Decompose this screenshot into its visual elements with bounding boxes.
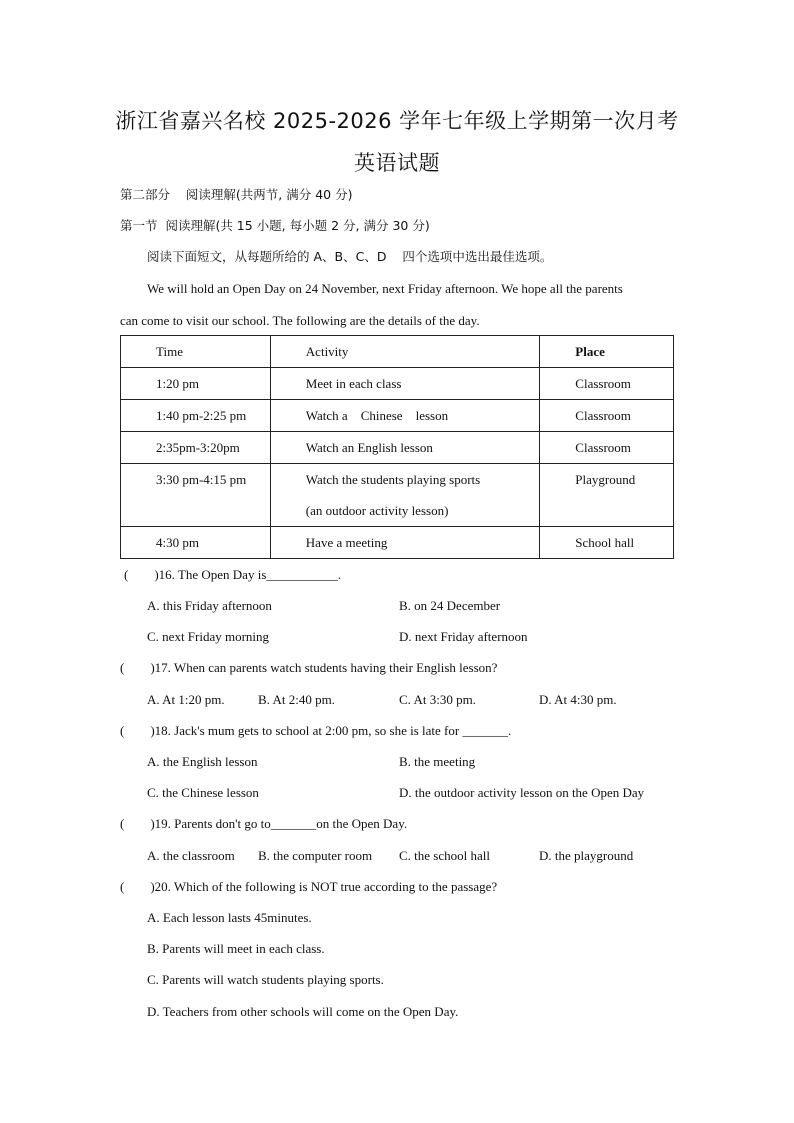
table-row [121,527,674,559]
table-cell-time: 3:30 pm-4:15 pm [121,464,271,527]
question-19-option-d: D. the playground [539,848,634,863]
table-cell-time: 2:35pm-3:20pm [121,432,271,464]
table-cell-time: 4:30 pm [121,527,271,559]
passage-line-2: can come to visit our school. The following are the details of the day. [120,313,480,328]
question-20-option-a: A. Each lesson lasts 45minutes. [147,910,312,925]
question-17-stem: ( )17. When can parents watch students having their English lesson? [120,660,498,675]
question-16-option-d: D. next Friday afternoon [399,629,528,644]
table-cell-activity: Watch an English lesson [270,432,540,464]
table-cell-activity: Have a meeting [270,527,540,559]
table-row [121,464,674,527]
question-20-option-b: B. Parents will meet in each class. [147,941,325,956]
table-cell-time: 1:40 pm-2:25 pm [121,400,271,432]
question-16-option-b: B. on 24 December [399,598,501,613]
question-17-option-b: B. At 2:40 pm. [258,692,335,707]
table-cell-place: School hall [540,527,674,559]
question-16-option-c: C. next Friday morning [147,629,270,644]
table-header-cell: Time [121,336,271,368]
table-header-row [121,336,674,368]
table-cell-place: Classroom [540,368,674,400]
question-20-option-d: D. Teachers from other schools will come on the Open Day. [147,1004,459,1019]
instruction-text: 阅读下面短文，从每题所给的 A、B、C、D 四个选项中选出最佳选项。 [147,249,553,264]
table-cell-time: 1:20 pm [121,368,271,400]
document-subtitle: 英语试题 [354,151,440,175]
table-header-cell: Place [540,336,674,368]
table-header-cell: Activity [270,336,540,368]
question-20-stem: ( )20. Which of the following is NOT true according to the passage? [120,879,498,894]
activity-line-2: (an outdoor activity lesson) [305,503,449,518]
question-17-option-a: A. At 1:20 pm. [147,692,225,707]
table-row [121,400,674,432]
question-18-option-d: D. the outdoor activity lesson on the Open Day [399,785,645,800]
question-17-option-c: C. At 3:30 pm. [399,692,476,707]
table-cell-activity: Watch a Chinese lesson [270,400,540,432]
table-cell-activity: Meet in each class [270,368,540,400]
question-19-option-c: C. the school hall [399,848,490,863]
question-18-stem: ( )18. Jack's mum gets to school at 2:00 pm, so she is late for _______. [120,723,512,738]
question-20-option-c: C. Parents will watch students playing sports. [147,972,384,987]
table-cell-activity [270,464,540,527]
table-row [121,368,674,400]
question-17-option-d: D. At 4:30 pm. [539,692,617,707]
section-heading: 第二部分 阅读理解(共两节, 满分 40 分) [120,187,353,202]
document-title: 浙江省嘉兴名校 2025-2026 学年七年级上学期第一次月考 [115,109,679,133]
table-cell-place: Classroom [540,432,674,464]
subsection-heading: 第一节 阅读理解(共 15 小题, 每小题 2 分, 满分 30 分) [120,218,430,233]
question-18-option-a: A. the English lesson [147,754,258,769]
question-18-option-c: C. the Chinese lesson [147,785,259,800]
question-16-stem: ( )16. The Open Day is___________. [124,567,342,582]
question-19-option-b: B. the computer room [258,848,373,863]
activity-line-1: Watch the students playing sports [305,472,481,487]
open-day-table [120,335,674,559]
question-19-stem: ( )19. Parents don't go to_______on the Open Day. [120,816,408,831]
question-19-option-a: A. the classroom [147,848,235,863]
passage-line-1: We will hold an Open Day on 24 November, next Friday afternoon. We hope all the parents [147,281,623,296]
table-cell-place: Playground [540,464,674,527]
table-row [121,432,674,464]
question-16-option-a: A. this Friday afternoon [147,598,272,613]
question-18-option-b: B. the meeting [399,754,476,769]
table-cell-place: Classroom [540,400,674,432]
